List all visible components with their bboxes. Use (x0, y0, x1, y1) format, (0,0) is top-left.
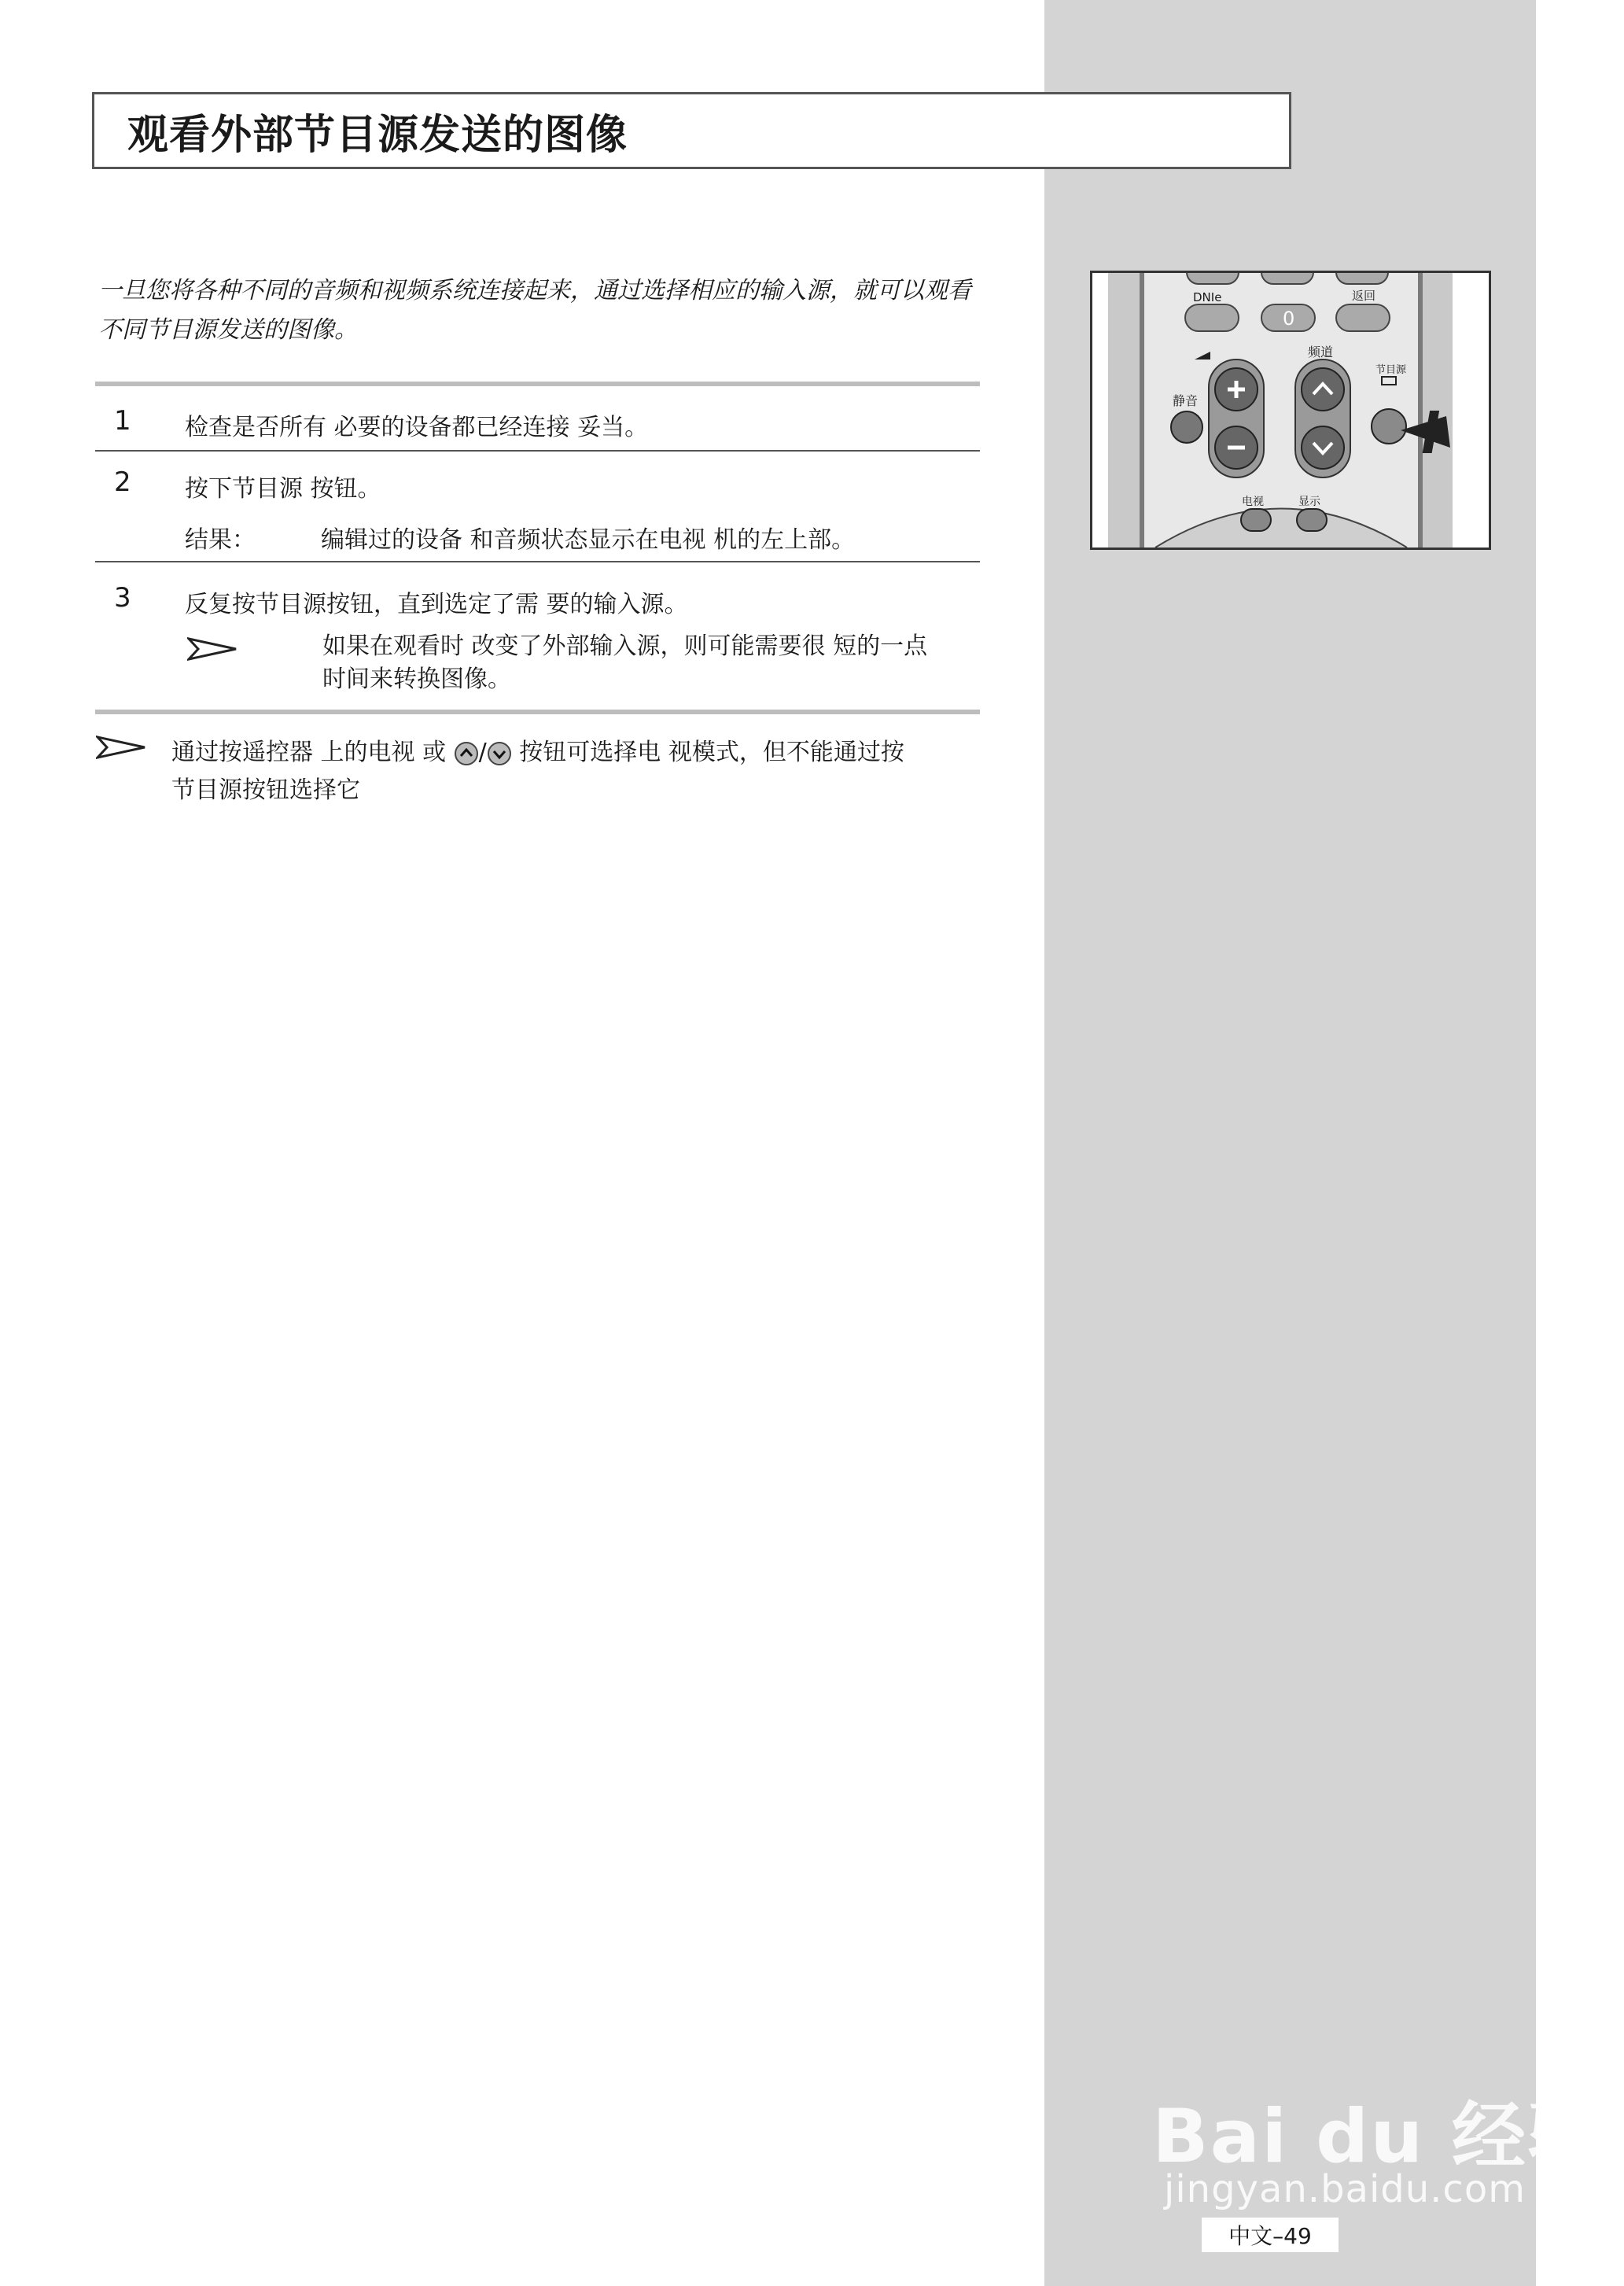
step-divider-1 (95, 450, 980, 452)
channel-up-icon (454, 741, 479, 766)
bottom-note-part1: 通过按遥控器 上的电视 或 (171, 739, 447, 766)
step-divider-2 (95, 561, 980, 562)
intro-paragraph: 一旦您将各种不同的音频和视频系统连接起来，通过选择相应的输入源，就可以观看不同节目源发送的图像。 (98, 277, 971, 344)
step-3-text: 反复按节目源按钮，直到选定了需 要的输入源。 (185, 591, 688, 618)
channel-down-icon (487, 741, 512, 766)
section-rule-top (95, 382, 980, 386)
remote-dnie-label: DNIe (1193, 290, 1222, 304)
remote-display-label: 显示 (1298, 496, 1320, 508)
step-2-text: 按下节目源 按钮。 (185, 475, 381, 503)
watermark-logo: Bai du 经验 (1152, 2094, 1603, 2180)
remote-tv-label: 电视 (1242, 496, 1264, 508)
remote-mute-label: 静音 (1173, 393, 1199, 408)
remote-control-illustration (1090, 271, 1491, 550)
step-2-number: 2 (114, 466, 131, 498)
remote-channel-label: 频道 (1308, 345, 1334, 359)
remote-back-label: 返回 (1352, 289, 1376, 303)
remote-source-label: 节目源 (1375, 364, 1407, 376)
step-3-note-line2: 时间来转换图像。 (322, 666, 511, 693)
watermark-url: jingyan.baidu.com (1164, 2167, 1526, 2211)
step-3-number: 3 (114, 582, 131, 614)
remote-zero-label: 0 (1283, 308, 1295, 330)
step-1-text: 检查是否所有 必要的设备都已经连接 妥当。 (185, 414, 649, 441)
note-arrow-icon (187, 636, 238, 662)
step-2-result-text: 编辑过的设备 和音频状态显示在电视 机的左上部。 (321, 526, 856, 554)
bottom-note-part2: 按钮可选择电 视模式，但不能通过按 (519, 739, 904, 766)
step-1-number: 1 (114, 405, 131, 437)
step-3-note-line1: 如果在观看时 改变了外部输入源，则可能需要很 短的一点 (322, 632, 928, 660)
tip-arrow-icon (96, 734, 146, 761)
bottom-note-line2: 节目源按钮选择它 (171, 776, 360, 804)
page-number: 中文–49 (1202, 2218, 1339, 2252)
page-title: 观看外部节目源发送的图像 (127, 111, 628, 159)
bottom-note-slash: / (478, 739, 487, 766)
step-2-result-label: 结果： (185, 526, 256, 554)
page-title-box (92, 92, 1291, 169)
section-rule-bottom (95, 710, 980, 714)
bottom-note-line1 (171, 736, 904, 770)
